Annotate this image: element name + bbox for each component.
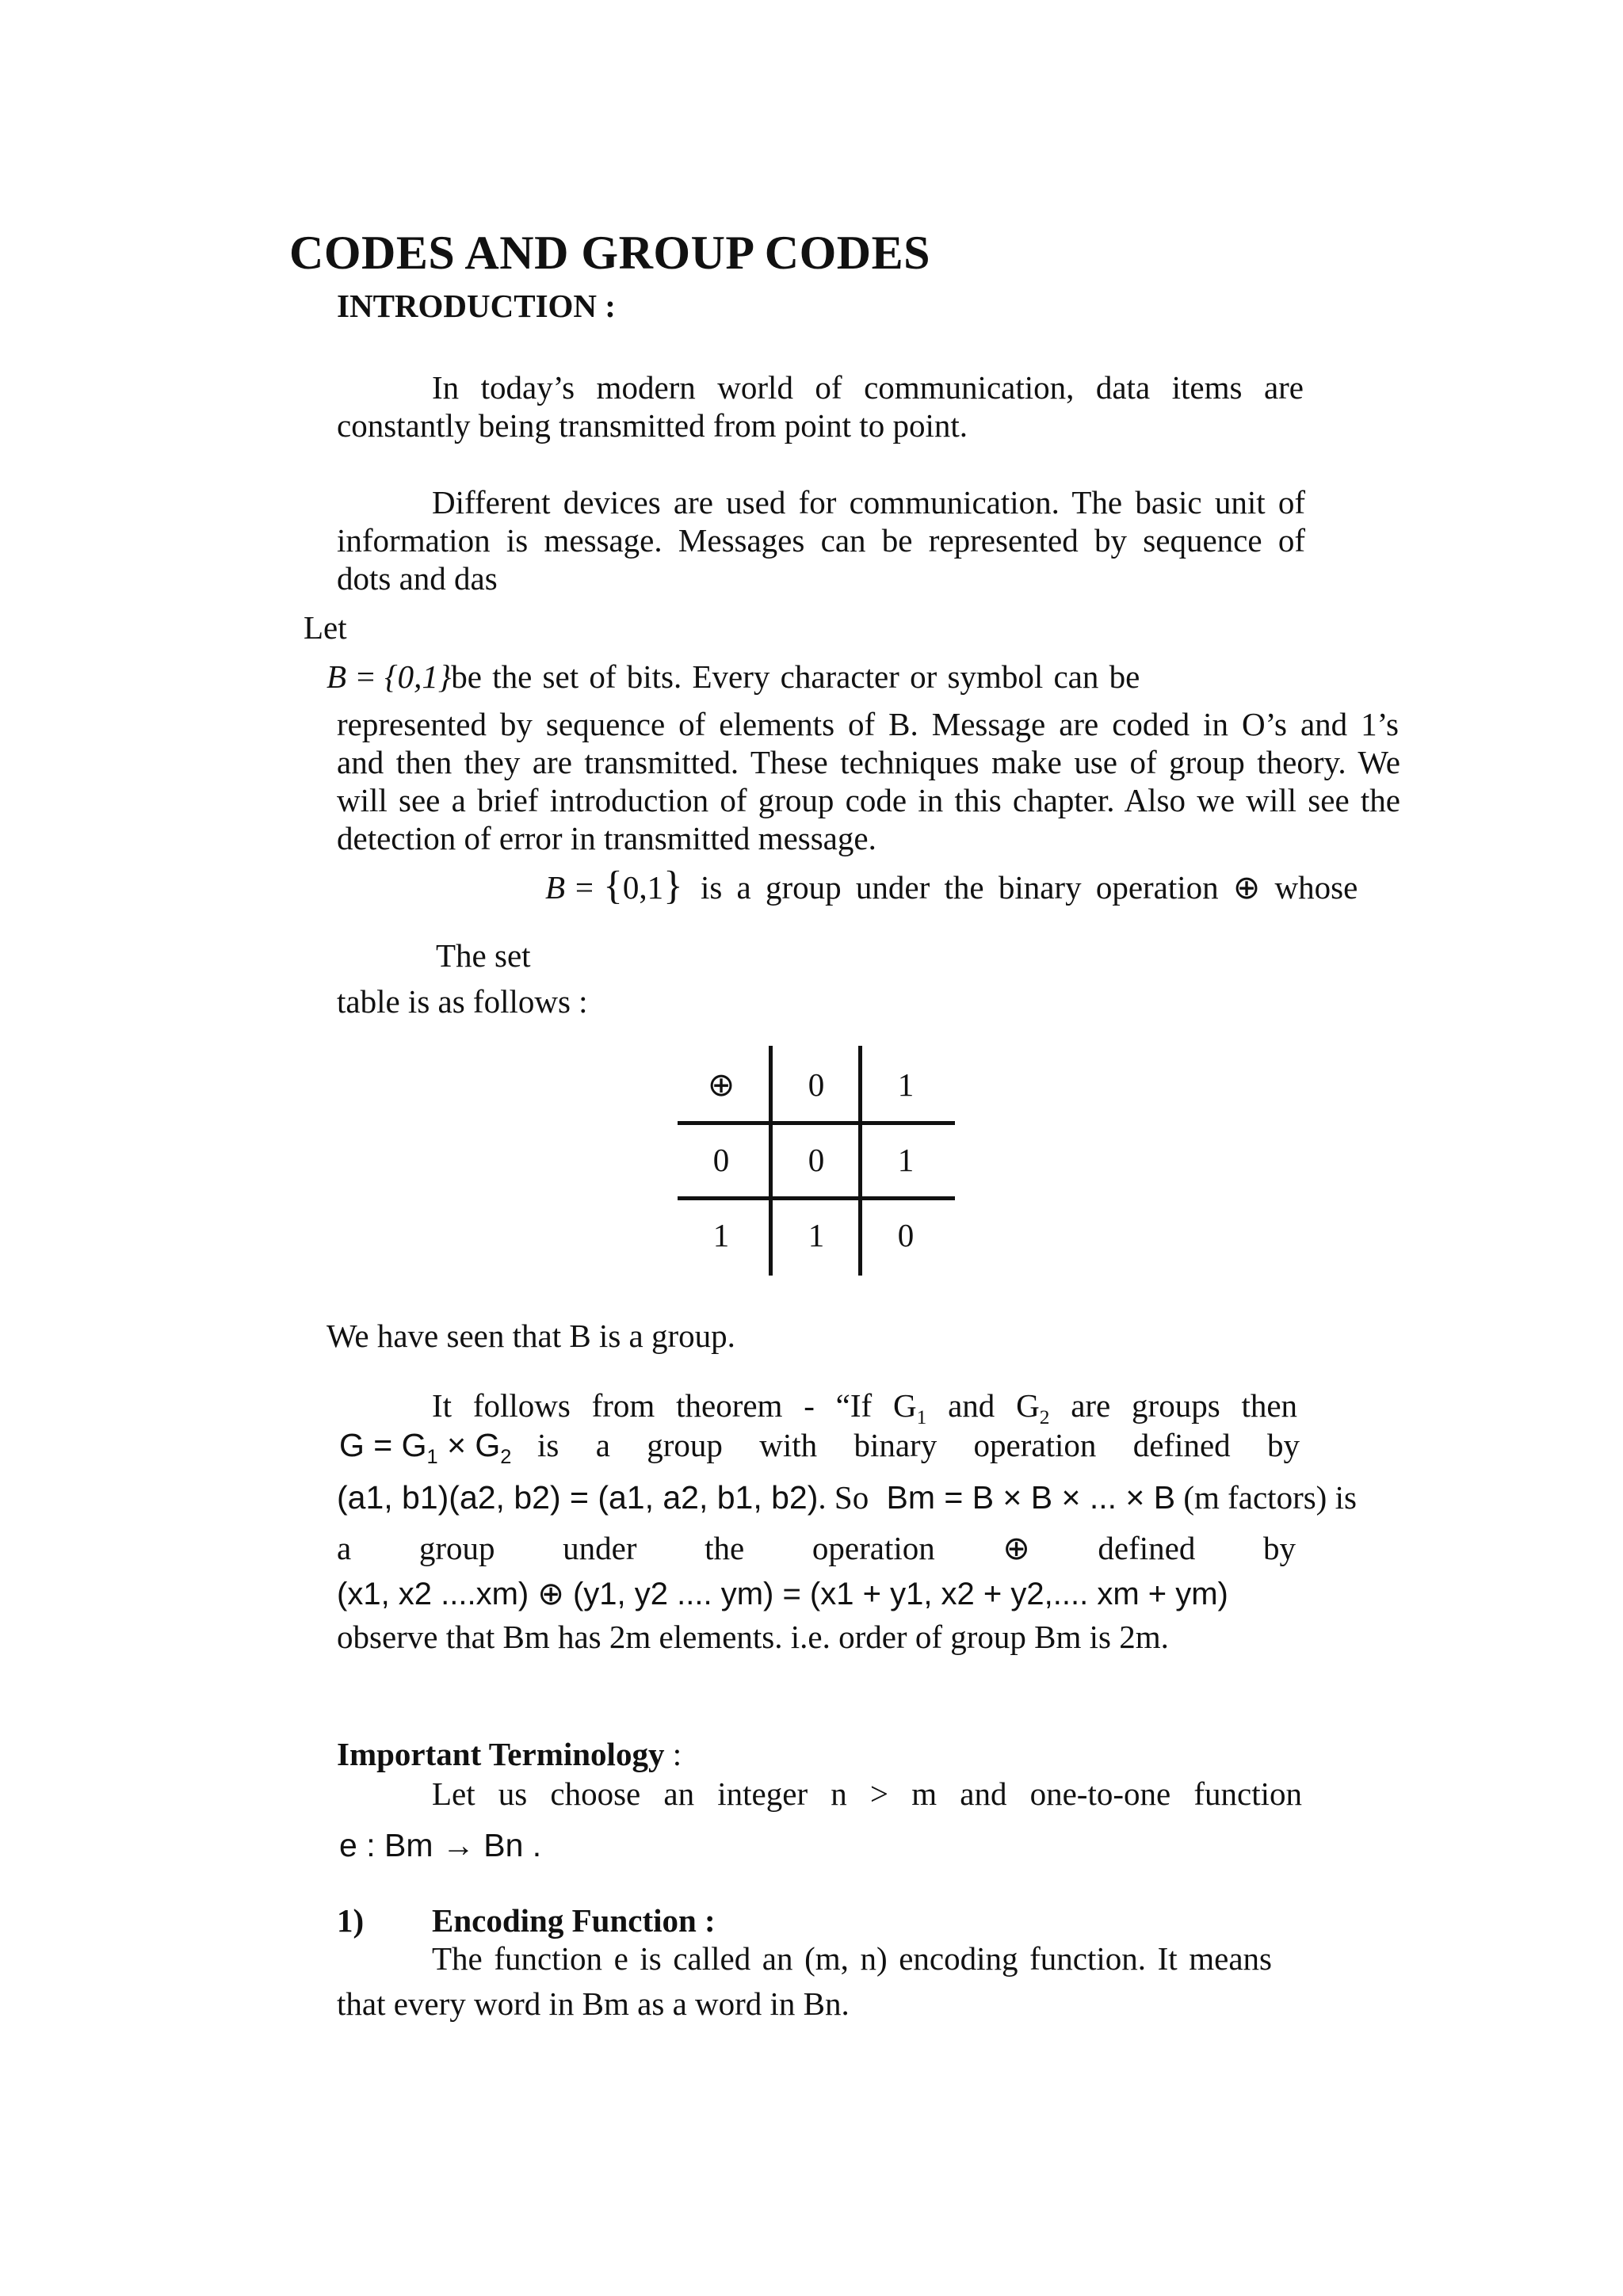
- page-title: CODES AND GROUP CODES: [289, 227, 930, 279]
- theorem-and: and G: [948, 1387, 1040, 1424]
- g1-subscript: 1: [916, 1406, 927, 1429]
- table-cell-1-0: 1: [808, 1217, 825, 1253]
- table-horizontal-divider-1: [678, 1121, 955, 1125]
- group-statement: [545, 863, 1358, 908]
- g-formula-sub-2: 2: [500, 1446, 512, 1469]
- m-factors-text: (m factors) is: [1183, 1479, 1357, 1516]
- terminology-heading-label: Important Terminology: [337, 1736, 665, 1772]
- paragraph-3-line-3: and then they are transmitted. These techniques make use of group theory. We: [337, 744, 1400, 780]
- table-cell-0-0: 0: [808, 1142, 825, 1178]
- encoding-heading: Encoding Function :: [432, 1902, 716, 1939]
- terminology-heading: [337, 1735, 682, 1773]
- g-product-formula: [339, 1427, 512, 1469]
- table-header-1: 1: [897, 1066, 915, 1103]
- right-brace: }: [663, 863, 683, 908]
- g2-subscript: 2: [1039, 1406, 1050, 1429]
- paragraph-4-line-3: [337, 1478, 1357, 1516]
- table-row-label-1: 1: [712, 1217, 730, 1253]
- g-equals: G = G: [339, 1427, 427, 1463]
- b-set-values: 0,1: [622, 869, 664, 906]
- xor-table: [678, 1046, 955, 1276]
- paragraph-4-line-2: [339, 1426, 1300, 1469]
- binary-operation-text: is a group with binary operation defined by: [537, 1427, 1300, 1463]
- encoding-line-2: that every word in Bm as a word in Bn.: [337, 1985, 850, 2022]
- table-intro: table is as follows :: [337, 983, 588, 1020]
- g-formula-sub-1: 1: [426, 1446, 438, 1469]
- table-cell-0-1: 1: [897, 1142, 915, 1178]
- paragraph-3-line-1: [327, 658, 1140, 696]
- table-operator-symbol: ⊕: [707, 1066, 735, 1103]
- paragraph-3-line-5: detection of error in transmitted message.: [337, 820, 876, 856]
- seen-group-sentence: We have seen that B is a group.: [327, 1318, 735, 1354]
- g-times: × G: [447, 1427, 501, 1463]
- b-equals: B =: [545, 869, 595, 906]
- paragraph-1-line-2: constantly being transmitted from point to point.: [337, 407, 968, 444]
- table-row-label-0: 0: [712, 1142, 730, 1178]
- paragraph-3-line-2: represented by sequence of elements of B. Message are coded in O’s and 1’s: [337, 706, 1399, 742]
- paragraph-2-line-2: information is message. Messages can be represented by sequence of: [337, 522, 1305, 559]
- group-statement-text: is a group under the binary operation ⊕ whose: [700, 869, 1358, 906]
- the-set-label: The set: [436, 937, 531, 974]
- left-brace: {: [603, 863, 623, 908]
- paragraph-2-line-1: Different devices are used for communication. The basic unit of: [432, 484, 1305, 521]
- so-text: . So: [818, 1479, 869, 1516]
- terminology-colon: :: [664, 1736, 682, 1772]
- paragraph-4-line-1: [432, 1386, 1298, 1429]
- table-cell-1-1: 0: [897, 1217, 915, 1253]
- paragraph-2-line-3: dots and das: [337, 560, 498, 597]
- paragraph-3-line-4: will see a brief introduction of group code in this chapter. Also we will see the: [337, 782, 1400, 818]
- table-header-0: 0: [808, 1066, 825, 1103]
- order-of-group-sentence: observe that Bm has 2m elements. i.e. order of group Bm is 2m.: [337, 1619, 1169, 1655]
- theorem-text: It follows from theorem - “If G: [432, 1387, 917, 1424]
- table-horizontal-divider-2: [678, 1196, 955, 1200]
- paragraph-3-line-1-text: be the set of bits. Every character or symbol can be: [451, 658, 1140, 695]
- section-heading-introduction: INTRODUCTION :: [337, 288, 616, 324]
- encoding-function-formula: e : Bm → Bn .: [339, 1827, 542, 1863]
- b-set-definition: B = {0,1}: [327, 658, 452, 695]
- terminology-line-1: Let us choose an integer n > m and one-to-one function: [432, 1775, 1302, 1812]
- let-label: Let: [304, 609, 347, 646]
- theorem-then: are groups then: [1071, 1387, 1298, 1424]
- pair-product-formula: (a1, b1)(a2, b2) = (a1, a2, b1, b2): [337, 1479, 819, 1516]
- paragraph-1-line-1: In today’s modern world of communication, data items are: [432, 369, 1304, 406]
- encoding-line-1: The function e is called an (m, n) encoding function. It means: [432, 1940, 1272, 1977]
- paragraph-4-line-4: a group under the operation ⊕ defined by: [337, 1530, 1296, 1566]
- bm-product-formula: Bm = B × B × ... × B: [886, 1479, 1176, 1516]
- xy-sum-formula: (x1, x2 ....xm) ⊕ (y1, y2 .... ym) = (x1 + y1, x2 + y2,.... xm + ym): [337, 1577, 1228, 1611]
- encoding-number: 1): [337, 1902, 365, 1939]
